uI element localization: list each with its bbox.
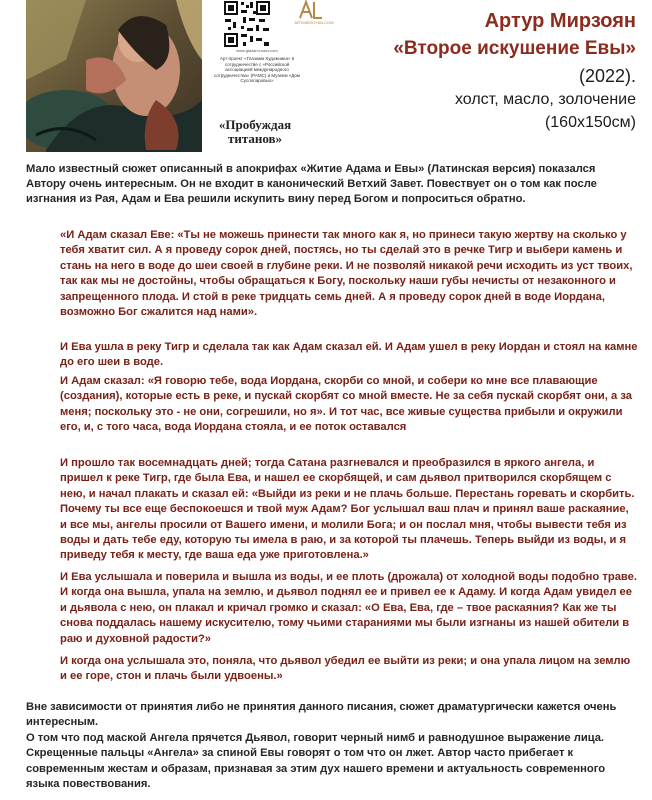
artwork-medium: холст, масло, золочение bbox=[454, 91, 636, 108]
exhibition-name: «Пробуждая титанов» bbox=[218, 117, 292, 146]
quote-paragraph: И Адам сказал: «Я говорю тебе, вода Иордана, скорби со мной, и собери ко мне все плавающие (создания), которые есть в реке, и пускай скорбят со мной вместе. Не за себя пускай скорбят они, а за меня; поскольку это - не они, согрешили, но я». И тот час, все живые существа прибыли и окружили его, и, с того часа, вода Иордана стояла, и ее поток оставался bbox=[60, 375, 632, 434]
quote-paragraph: И Ева услышала и поверила и вышла из воды, и ее плоть (дрожала) от холодной воды подобно траве. И когда она вышла, упала на землю, и дьявол поднял ее и привел ее к Адаму. И когда Адам увидел ее и дьявола с нею, он плакал и кричал громко и сказал: «О Ева, Ева, где – твое раскаяния? Как же ты снова поддалась нашему искусителю, тому чьими стараниями мы были изгнаны из нашей обители в раю и духовной радости?» bbox=[60, 571, 637, 645]
closing-paragraph: Вне зависимости от принятия либо не принятия данного писания, сюжет драматургически кажется очень интересным. bbox=[26, 701, 617, 729]
artwork-title: «Второе искушение Евы» bbox=[393, 38, 636, 59]
author-name: Артур Мирзоян bbox=[484, 10, 636, 32]
logo-url: ARTMIRZOYAN.COM bbox=[294, 20, 334, 25]
closing-paragraph: О том что под маской Ангела прячется Дьявол, говорит черный нимб и равнодушное выражение лица. Скрещенные пальцы «Ангела» за спиной Евы говорят о том что он лжет. Автор часто прибегает к современным жестам и образам, признавая за этим дух нашего времени и актуальность современного языка повествования. bbox=[26, 731, 606, 791]
quote-paragraph: И прошло так восемнадцать дней; тогда Сатана разгневался и преобразился в яркого ангела, и пришел к реке Тигр, где была Ева, и нашел ее скорбящей, и сам дьявол притворился скорбящем с нею, и начал плакать и сказал ей: «Выйди из реки и не плачь больше. Перестань горевать и скорбить. Почему ты все еще беспокоешся и твой муж Адам? Бог услышал ваш плач и принял ваше раскаяние, и все мы, ангелы просили от Вашего имени, и молили Бога; и он послал мня, чтобы вывести тебя из воды и дать тебе еду, которую ты имела в раю, и за которой ты плачешь. Теперь выйди из воды, и я приведу тебя к месту, где ваша еда уже приготовлена.» bbox=[60, 457, 635, 562]
qr-url: www.glazami-nazv.com bbox=[236, 48, 278, 53]
quote-paragraph: И Ева ушла в реку Тигр и сделала так как Адам сказал ей. И Адам ушел в реку Иордан и стоял на камне до его шеи в воде. bbox=[60, 341, 638, 369]
quote-paragraph: И когда она услышала это, поняла, что дьявол убедил ее выйти из реки; и она упала лицом на землю и ее горе, стон и плачь были удвоены.» bbox=[60, 655, 631, 683]
intro-paragraph: Мало известный сюжет описанный в апокрифах «Житие Адама и Евы» (Латинская версия) показался Автору очень интересным. Он не входит в канонический Ветхий Завет. Повествует он о том как после изгнания из Рая, Адам и Ева решили искупить вину перед Богом и попроситься обратно. bbox=[26, 163, 597, 206]
artist-logo-icon bbox=[290, 0, 334, 30]
closing-text bbox=[26, 700, 638, 792]
qr-caption: Арт-проект «Глазами Художника» в сотрудничестве с «Российской ассоциацией международного сотрудничества» (РАМС) и Музеем «Дом Суслопаровых» bbox=[213, 56, 301, 84]
qr-code-icon[interactable] bbox=[223, 0, 271, 48]
artwork-size: (160х150см) bbox=[544, 114, 636, 131]
quote-paragraph: «И Адам сказал Еве: «Ты не можешь принести так много как я, но принеси такую жертву на сколько у тебя хватит сил. А я проведу сорок дней, постясь, но ты сделай это в речке Тигр и выбери камень и стань на него в воде до шеи своей в глубине реки. И не позволяй никакой речи исходить из уст твоих, так как мы не достойны, чтобы обращаться к Богу, поскольку наши губы нечисты от незаконного и запрещенного плода. И стой в реке тридцать семь дней. А я проведу сорок дней в воде Иордана, возможно Бог сжалится над нами». bbox=[60, 229, 633, 319]
painting-image bbox=[26, 0, 202, 152]
artwork-year: (2022). bbox=[578, 66, 636, 86]
